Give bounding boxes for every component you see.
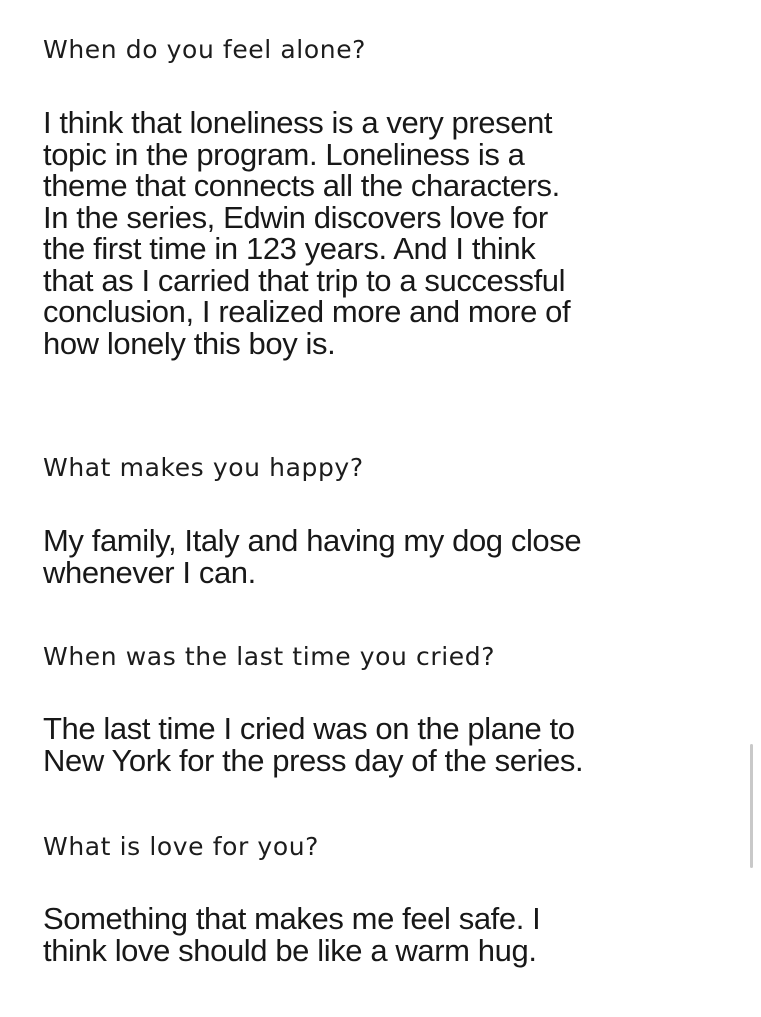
answer-line: New York for the press day of the series.	[43, 742, 584, 778]
answer-line: whenever I can.	[43, 554, 256, 590]
question-heading: What makes you happy?	[43, 453, 364, 482]
answer-paragraph	[43, 107, 743, 359]
answer-line: In the series, Edwin discovers love for	[43, 199, 548, 235]
answer-line: think love should be like a warm hug.	[43, 932, 537, 968]
answer-line: I think that loneliness is a very present	[43, 105, 553, 140]
answer-line: My family, Italy and having my dog close	[43, 523, 582, 558]
question-heading: What is love for you?	[43, 832, 320, 861]
answer-line: how lonely this boy is.	[43, 325, 336, 361]
answer-line: conclusion, I realized more and more of	[43, 294, 571, 329]
scrollbar-thumb[interactable]	[750, 744, 753, 868]
answer-paragraph	[43, 903, 743, 966]
answer-line: Something that makes me feel safe. I	[43, 901, 541, 936]
answer-line: topic in the program. Loneliness is a	[43, 136, 525, 172]
question-heading: When do you feel alone?	[43, 35, 367, 64]
answer-line: The last time I cried was on the plane to	[43, 711, 575, 746]
answer-paragraph	[43, 525, 743, 588]
question-heading: When was the last time you cried?	[43, 642, 496, 671]
answer-line: the first time in 123 years. And I think	[43, 231, 536, 266]
answer-line: that as I carried that trip to a successful	[43, 262, 566, 298]
answer-paragraph	[43, 713, 743, 776]
answer-line: theme that connects all the characters.	[43, 168, 560, 203]
